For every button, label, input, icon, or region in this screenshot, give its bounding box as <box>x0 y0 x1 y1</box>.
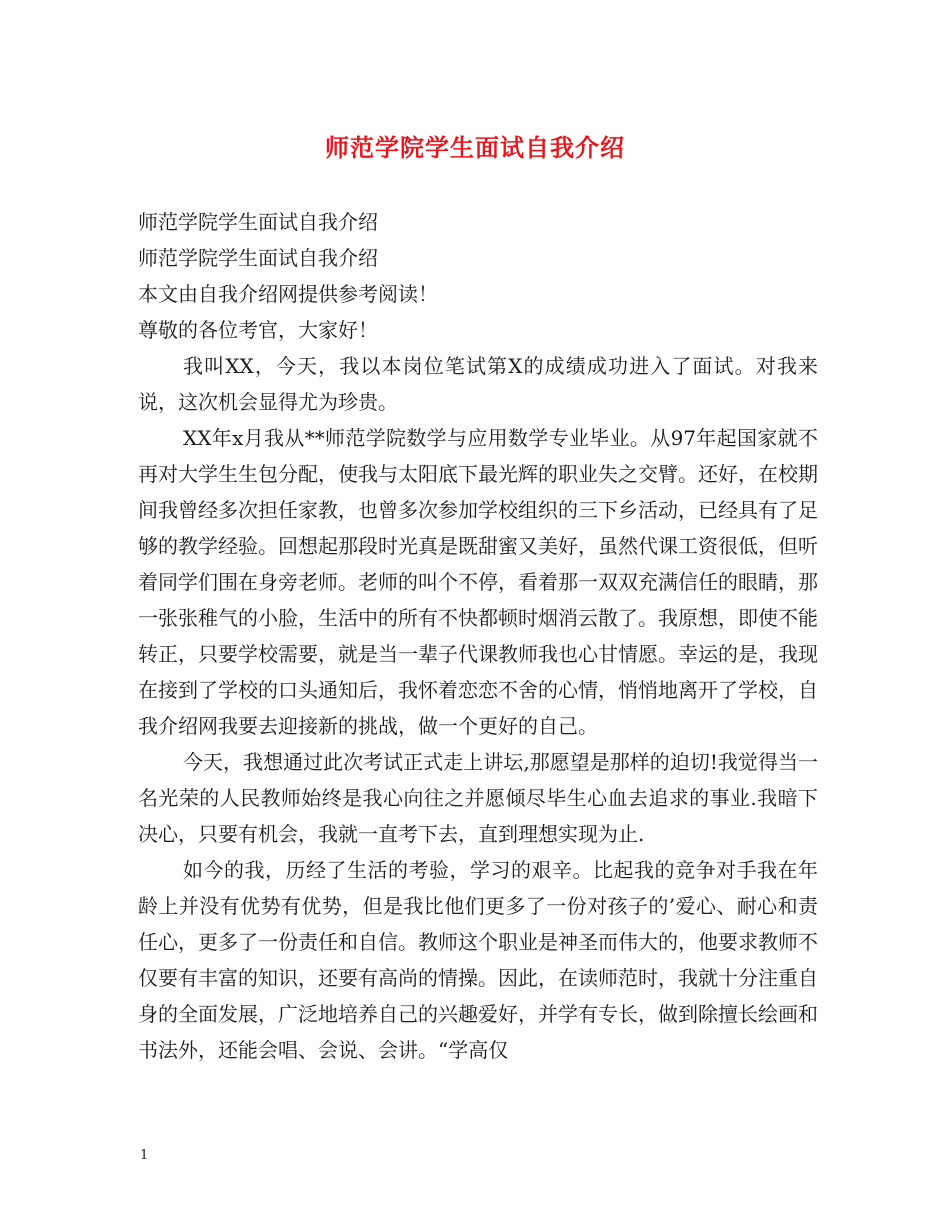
paragraph: 今天，我想通过此次考试正式走上讲坛,那愿望是那样的迫切!我觉得当一名光荣的人民教师始终是我心向往之并愿倾尽毕生心血去追求的事业.我暗下决心，只要有机会，我就一直考下去，直到理想实现为止. <box>138 750 818 846</box>
paragraph: 我叫XX，今天，我以本岗位笔试第X的成绩成功进入了面试。对我来说，这次机会显得尤为珍贵。 <box>138 354 818 414</box>
text-line: 本文由自我介绍网提供参考阅读！ <box>138 282 438 306</box>
text-line: 师范学院学生面试自我介绍 <box>138 246 378 270</box>
page-number: 1 <box>140 1148 149 1163</box>
document-title: 师范学院学生面试自我介绍 <box>325 133 625 162</box>
greeting-line: 尊敬的各位考官，大家好！ <box>138 318 378 342</box>
paragraph: 如今的我，历经了生活的考验，学习的艰辛。比起我的竞争对手我在年龄上并没有优势有优势，但是我比他们更多了一份对孩子的’爱心、耐心和责任心，更多了一份责任和自信。教师这个职业是神圣而伟大的，他要求教师不仅要有丰富的知识，还要有高尚的情操。因此，在读师范时，我就十分注重自身的全面发展，广泛地培养自己的兴趣爱好，并学有专长，做到除擅长绘画和书法外，还能会唱、会说、会讲。“学高仅 <box>138 858 818 1062</box>
paragraph: XX年x月我从**师范学院数学与应用数学专业毕业。从97年起国家就不再对大学生生包分配，使我与太阳底下最光辉的职业失之交臂。还好，在校期间我曾经多次担任家教，也曾多次参加学校组织的三下乡活动，已经具有了足够的教学经验。回想起那段时光真是既甜蜜又美好，虽然代课工资很低，但听着同学们围在身旁老师。老师的叫个不停，看着那一双双充满信任的眼睛，那一张张稚气的小脸，生活中的所有不快都顿时烟消云散了。我原想，即使不能转正，只要学校需要，就是当一辈子代课教师我也心甘情愿。幸运的是，我现在接到了学校的口头通知后，我怀着恋恋不舍的心情，悄悄地离开了学校，自我介绍网我要去迎接新的挑战，做一个更好的自己。 <box>138 426 818 738</box>
document-body <box>138 204 818 1068</box>
text-line: 师范学院学生面试自我介绍 <box>138 210 378 234</box>
